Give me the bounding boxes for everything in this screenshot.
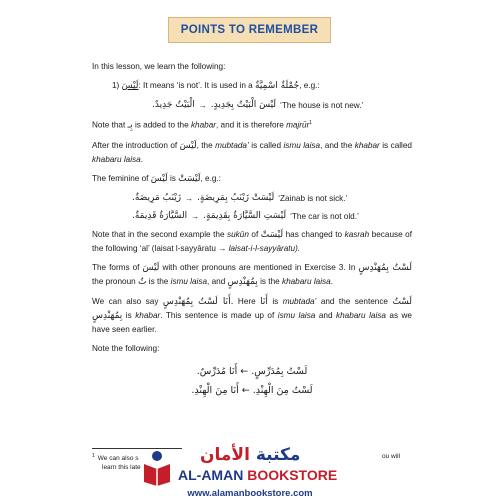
section-header — [168, 17, 331, 43]
note-examples — [92, 365, 412, 397]
logo-arabic: مكتبة الأمان — [200, 445, 301, 465]
example-3: السَّيَّارَةُ قَدِيمَةٌ. → لَيْسَتِ السَّيَّارَةُ بِقَدِيمَةٍ. ‘The car is not old.’ — [132, 210, 359, 221]
also-note: We can also say أَنَا لَسْتُ بِمُهَنْدِسٍ. Here أَنَا is mubtada’ and the sentence لَسْتُ بِمُهَنْدِسٍ is khabar. This sentence is made up of ismu laisa and khabaru laisa as we have seen earlier. — [92, 296, 413, 334]
intro-text: In this lesson, we learn the following: — [92, 62, 226, 71]
example-1: الْبَيْتُ جَدِيدٌ. → لَيْسَ الْبَيْتُ بِجَدِيدٍ. ‘The house is not new.’ — [152, 100, 364, 110]
logo-english: AL-AMAN BOOKSTORE — [178, 467, 338, 483]
note-line-2: لَسْتُ مِنَ الْهِنْدِ. ← أَنَا مِنَ الْهِنْدِ. — [191, 384, 313, 396]
point-1: 1) لَيْسَ: It means ‘is not’. It is used in a جُمْلَةٌ اسْمِيَّةٌ, e.g.: — [112, 81, 320, 91]
example-2: زَيْنَبُ مَرِيضَةٌ. → لَيْسَتْ زَيْنَبُ بِمَرِيضَةٍ. ‘Zainab is not sick.’ — [132, 192, 348, 203]
sukun-note: Note that in the second example the sukūn of لَيْسَتْ has changed to kasrah because of the following ‘al’ (laisat l-sayyāratu → laisat-i-l-sayyāratu). — [92, 229, 412, 253]
majrur-note: Note that بِـ is added to the khabar, and it is therefore majrūr$^1$ — [92, 120, 313, 131]
mubtada-note: After the introduction of لَيْسَ, the mubtada’ is called ismu laisa, and the khabar is called khabaru laisa. — [92, 140, 412, 164]
note-following: Note the following: — [92, 343, 160, 353]
bookstore-logo — [140, 445, 370, 487]
feminine-note: The feminine of لَيْسَ is لَيْسَتْ, e.g.: — [92, 173, 221, 184]
lesson-content — [92, 60, 412, 397]
footnote: $^1$ We can also s ou will learn this late — [92, 453, 401, 472]
note-line-1: لَسْتُ بِمُدَرِّسٍ. ← أَنَا مُدَرِّسٌ. — [196, 365, 308, 377]
forms-note: The forms of لَيْسَ with other pronouns are mentioned in Exercise 3. In لَسْتُ بِمُهَنْدِسٍ the pronoun تُ is the ismu laisa, and بِمُهَنْدِسٍ is the khabaru laisa. — [92, 262, 412, 287]
section-title: POINTS TO REMEMBER — [180, 24, 319, 36]
website-url[interactable]: www.alamanbookstore.com — [187, 488, 313, 499]
book-reader-icon — [140, 450, 174, 486]
